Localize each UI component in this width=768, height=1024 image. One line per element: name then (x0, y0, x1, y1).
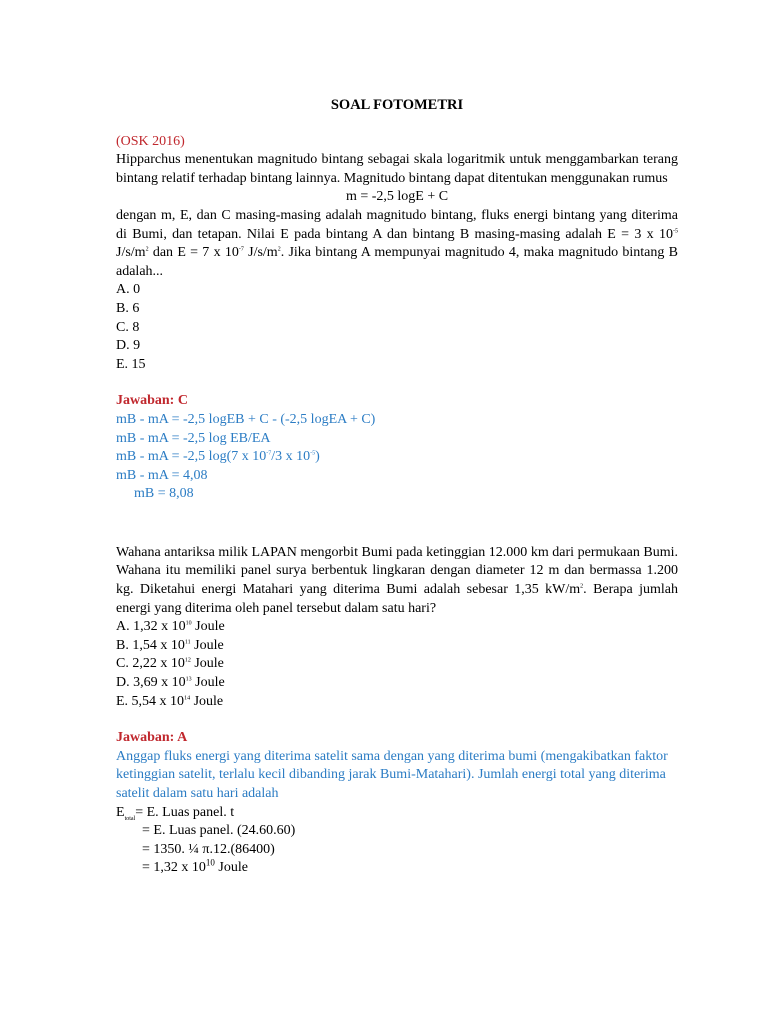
q1-option: B. 6 (116, 300, 140, 316)
q1-option: E. 15 (116, 356, 146, 372)
q1-intro: Hipparchus menentukan magnitudo bintang sebagai skala logaritmik untuk menggambarkan terang bintang relatif terhadap bintang lainnya. Magnitudo bintang dapat ditentukan menggunakan rumus (116, 152, 678, 186)
page-title: SOAL FOTOMETRI (330, 97, 464, 113)
q2-calculation (116, 804, 678, 878)
q1-option: A. 0 (116, 282, 141, 298)
q2-calc-line-1: $E_{total}= E$. Luas panel. t (116, 804, 235, 822)
q2-calc-line-2: = E. Luas panel. (24.60.60) (142, 823, 296, 839)
q1-step-4: mB - mA = 4,08 (116, 467, 208, 483)
document-content (116, 96, 678, 878)
q1-source: (OSK 2016) (116, 133, 185, 149)
q2-body: Wahana antariksa milik LAPAN mengorbit Bumi pada ketinggian 12.000 km dari permukaan Bumi. Wahana itu memiliki panel surya berbentuk lingkaran dengan diameter 12 m dan bermassa 1.200 kg. Diketahui energi Matahari yang diterima Bumi adalah sebesar 1,35 $kW/m^2$. Berapa jumlah energi yang diterima oleh panel tersebut dalam satu hari? (116, 544, 678, 616)
q2-option: D. 3,69 x $10^{13}$ Joule (116, 675, 225, 691)
q1-formula: m = -2,5 logE + C (345, 189, 449, 205)
q2-calc-line-4: = 1,32 x $10^{10}$ Joule (142, 857, 248, 876)
q2-explanation: Anggap fluks energi yang diterima satelit sama dengan yang diterima bumi (mengakibatkan faktor ketinggian satelit, terlalu kecil dibanding jarak Bumi-Matahari). Jumlah energi total yang diterima satelit dalam satu hari adalah (116, 748, 668, 801)
q1-step-2: mB - mA = -2,5 log EB/EA (116, 430, 271, 446)
q1-step-1: mB - mA = -2,5 logEB + C - (-2,5 logEA + C) (116, 411, 376, 427)
q2-answer-label: Jawaban: A (116, 730, 188, 746)
q2-option: E. 5,54 x $10^{14}$ Joule (116, 693, 224, 709)
q2-option: C. 2,22 x $10^{12}$ Joule (116, 656, 224, 672)
q2-calc-line-3: = 1350. ¼ π.12.(86400) (142, 841, 275, 857)
q1-solution (116, 411, 678, 504)
q1-answer-label: Jawaban: C (116, 393, 188, 409)
q1-option: D. 9 (116, 338, 141, 354)
q1-step-3: mB - mA = -2,5 log(7 x $10^{-7}/3$ x $10^{-5}$) (116, 449, 320, 465)
q1-body: dengan m, E, dan C masing-masing adalah magnitudo bintang, fluks energi bintang yang diterima di Bumi, dan tetapan. Nilai E pada bintang A dan bintang B masing-masing adalah E = 3 x $10^{-5}$ $J/s/m^2$ dan E = 7 x $10^{-7}$ $J/s/m^2$. Jika bintang A mempunyai magnitudo 4, maka magnitudo bintang B adalah... (116, 207, 678, 279)
q2-option: B. 1,54 x $10^{11}$ Joule (116, 637, 224, 653)
q1-step-5: mB = 8,08 (134, 486, 194, 502)
q2-option: A. 1,32 x $10^{10}$ Joule (116, 619, 225, 635)
q1-option: C. 8 (116, 319, 140, 335)
